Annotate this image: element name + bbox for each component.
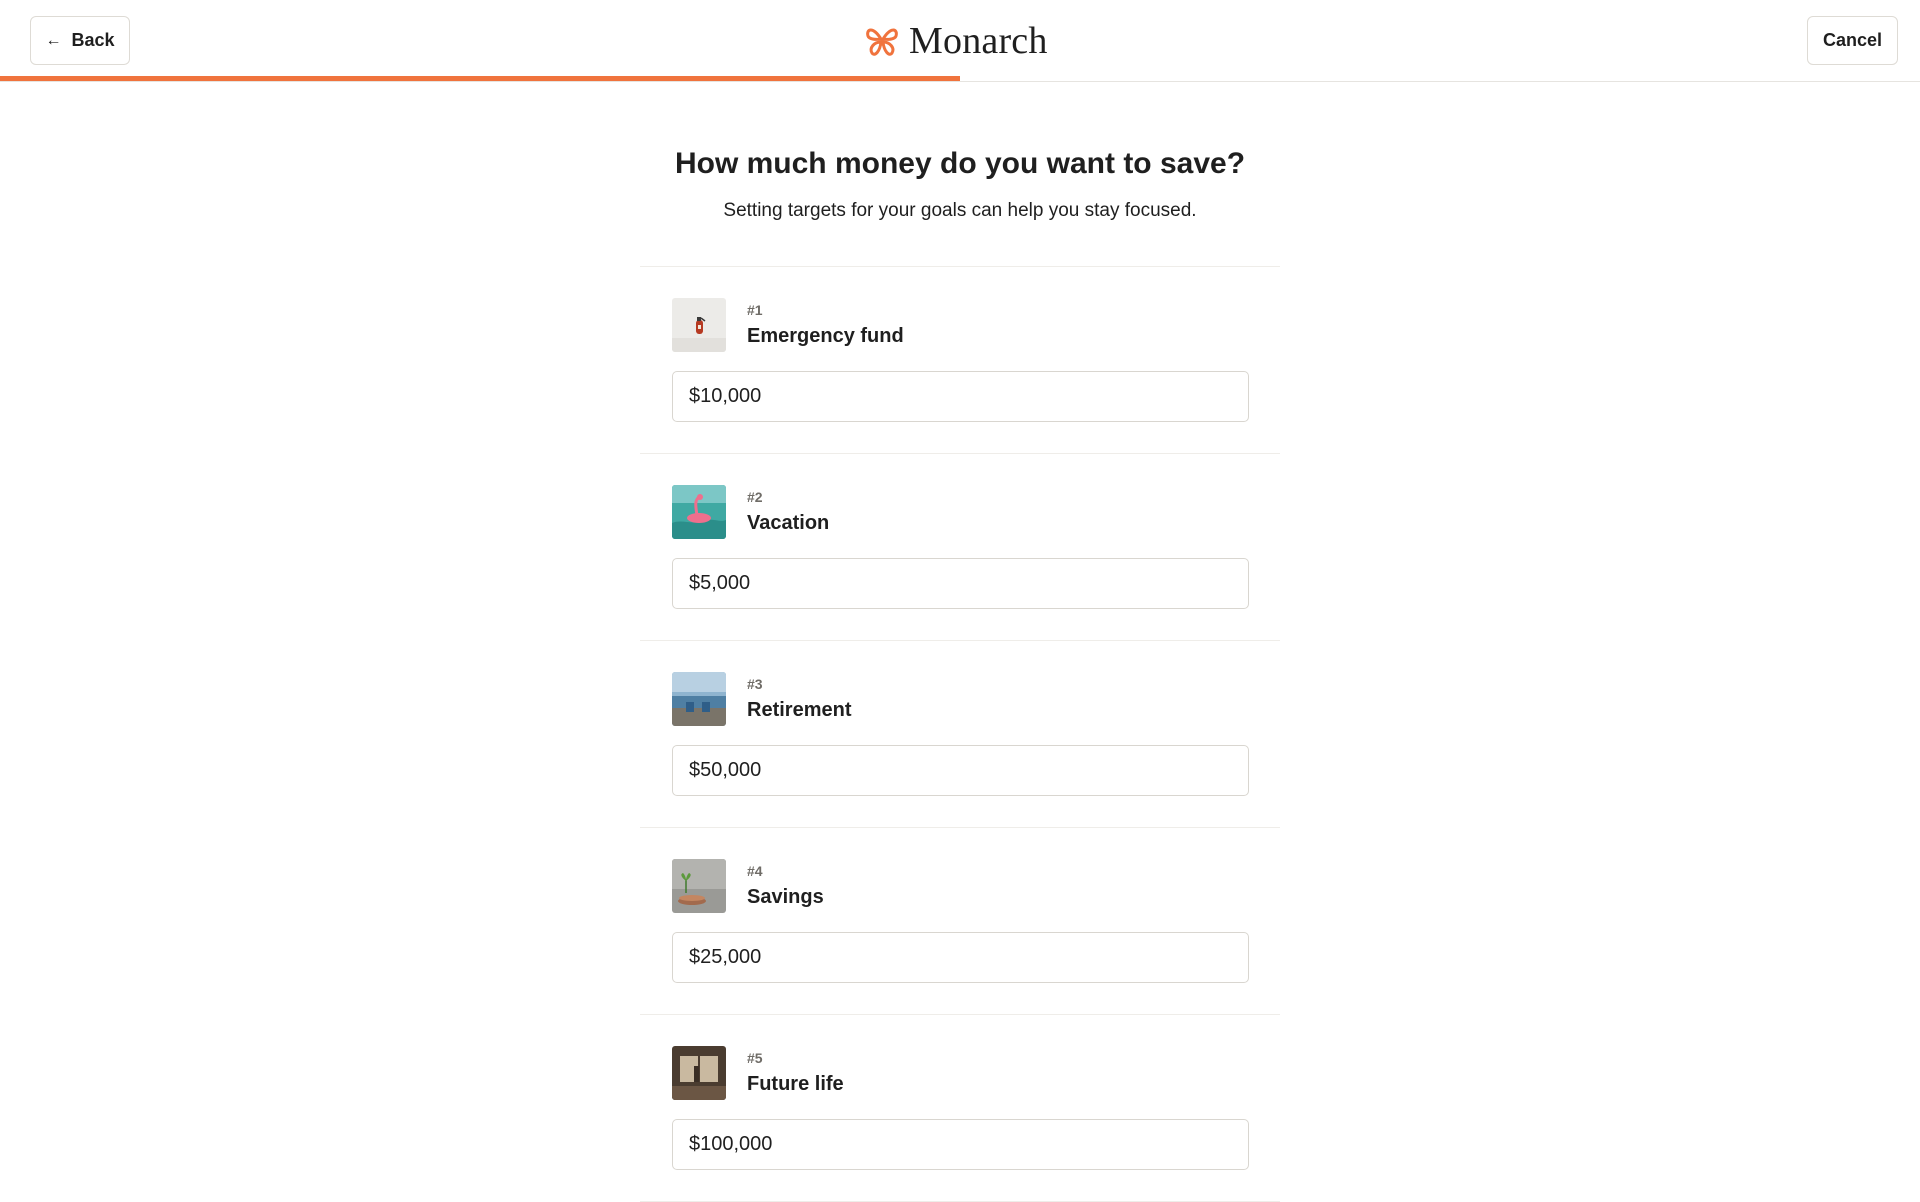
goal-meta [747, 862, 824, 910]
goal-header [672, 672, 1248, 726]
goal-amount-input[interactable] [672, 932, 1249, 983]
goal-amount-input[interactable] [672, 558, 1249, 609]
progress-bar [0, 76, 1920, 81]
goal-name: Retirement [747, 699, 852, 721]
goal-item-future-life [640, 1015, 1280, 1202]
goal-amount-input[interactable] [672, 371, 1249, 422]
goal-item-emergency-fund [640, 267, 1280, 454]
flamingo-float-photo [672, 485, 726, 539]
goal-header [672, 859, 1248, 913]
goal-amount-input[interactable] [672, 745, 1249, 796]
goal-rank: #2 [747, 489, 763, 505]
back-label: Back [71, 30, 115, 50]
goal-header [672, 485, 1248, 539]
goal-meta [747, 488, 829, 536]
goal-header [672, 1046, 1248, 1100]
goal-meta [747, 301, 904, 349]
arrow-left-icon: ← [45, 31, 62, 49]
goal-name: Vacation [747, 512, 830, 534]
sprout-coins-photo [672, 859, 726, 913]
back-button[interactable] [30, 16, 130, 65]
cancel-button[interactable]: Cancel [1807, 16, 1898, 65]
main-content [640, 82, 1280, 1202]
brand-logo [865, 16, 1048, 66]
butterfly-icon [865, 24, 899, 58]
top-bar [0, 0, 1920, 82]
home-interior-photo [672, 1046, 726, 1100]
goal-meta [747, 675, 851, 723]
goal-meta [747, 1049, 844, 1097]
brand-name: Monarch [909, 20, 1048, 62]
goal-name: Savings [747, 886, 824, 908]
goal-name: Emergency fund [747, 325, 904, 347]
beach-chairs-photo [672, 672, 726, 726]
goal-item-retirement [640, 641, 1280, 828]
goal-item-savings [640, 828, 1280, 1015]
goal-rank: #1 [747, 302, 763, 318]
goal-header [672, 298, 1248, 352]
goal-rank: #3 [747, 676, 763, 692]
goal-rank: #4 [747, 863, 763, 879]
goal-name: Future life [747, 1073, 844, 1095]
goal-amount-input[interactable] [672, 1119, 1249, 1170]
page-subtitle: Setting targets for your goals can help you stay focused. [723, 200, 1197, 221]
goal-list [640, 266, 1280, 1202]
goal-item-vacation [640, 454, 1280, 641]
page-title: How much money do you want to save? [674, 147, 1246, 180]
goal-rank: #5 [747, 1050, 763, 1066]
progress-fill [0, 76, 960, 81]
fire-extinguisher-photo [672, 298, 726, 352]
